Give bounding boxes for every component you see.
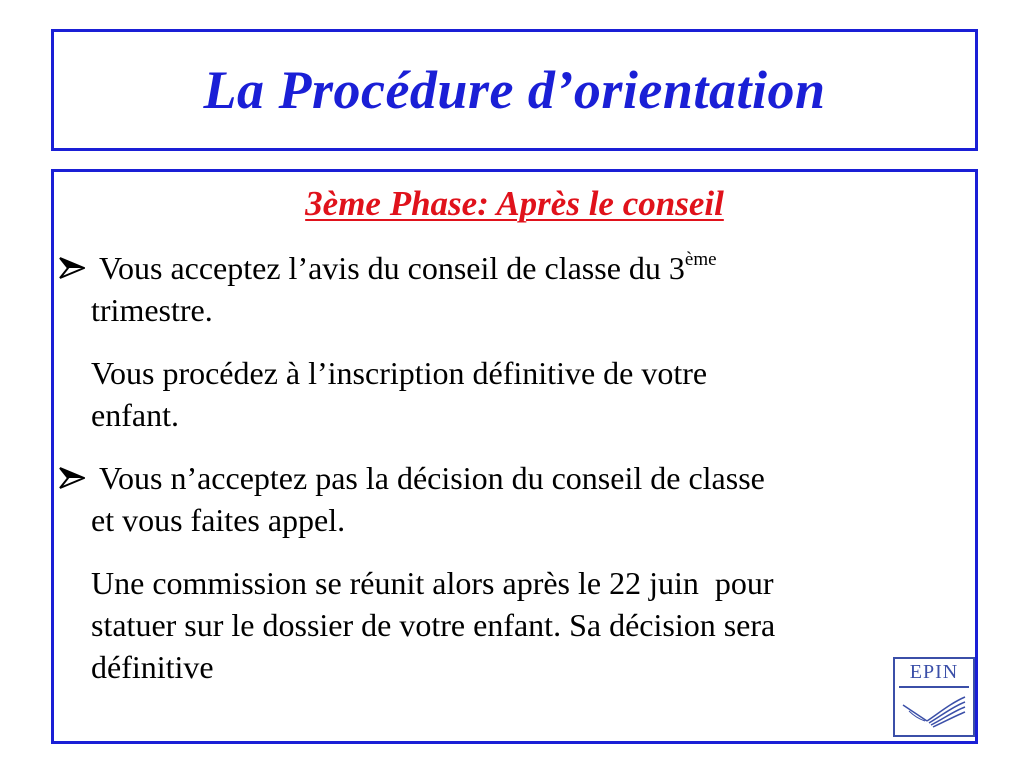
logo-divider [899,686,969,688]
bullet-line-main: Vous n’acceptez pas la décision du conseil de classe [99,460,765,496]
bullet-text-accept [91,247,951,331]
bullet-text-appeal [91,457,951,541]
bullet-line [91,457,951,499]
followup-line: définitive [91,649,214,685]
phase-heading [54,184,975,224]
logo-text: EPIN [909,661,959,683]
content-box [51,169,978,744]
followup-accept [91,352,961,436]
arrow-bullet-icon [59,467,85,489]
ordinal-superscript: ème [684,249,717,270]
phase-heading-text: 3ème Phase: Après le conseil [305,184,724,223]
feather-wings-icon [899,691,969,733]
bullet-line: trimestre. [91,292,213,328]
followup-line: statuer sur le dossier de votre enfant. Sa décision sera [91,607,776,643]
followup-line: Vous procédez à l’inscription définitive de votre [91,355,708,391]
title-box [51,29,978,151]
followup-line: Une commission se réunit alors après le 22 juin pour [91,565,774,601]
arrow-bullet-icon [59,257,85,279]
bullet-line [91,247,951,289]
followup-appeal [91,562,961,688]
bullet-line-main: Vous acceptez l’avis du conseil de classe du 3 [99,250,685,286]
slide-title: La Procédure d’orientation [203,60,826,120]
epin-logo [893,657,975,737]
followup-line: enfant. [91,397,179,433]
bullet-line: et vous faites appel. [91,502,346,538]
